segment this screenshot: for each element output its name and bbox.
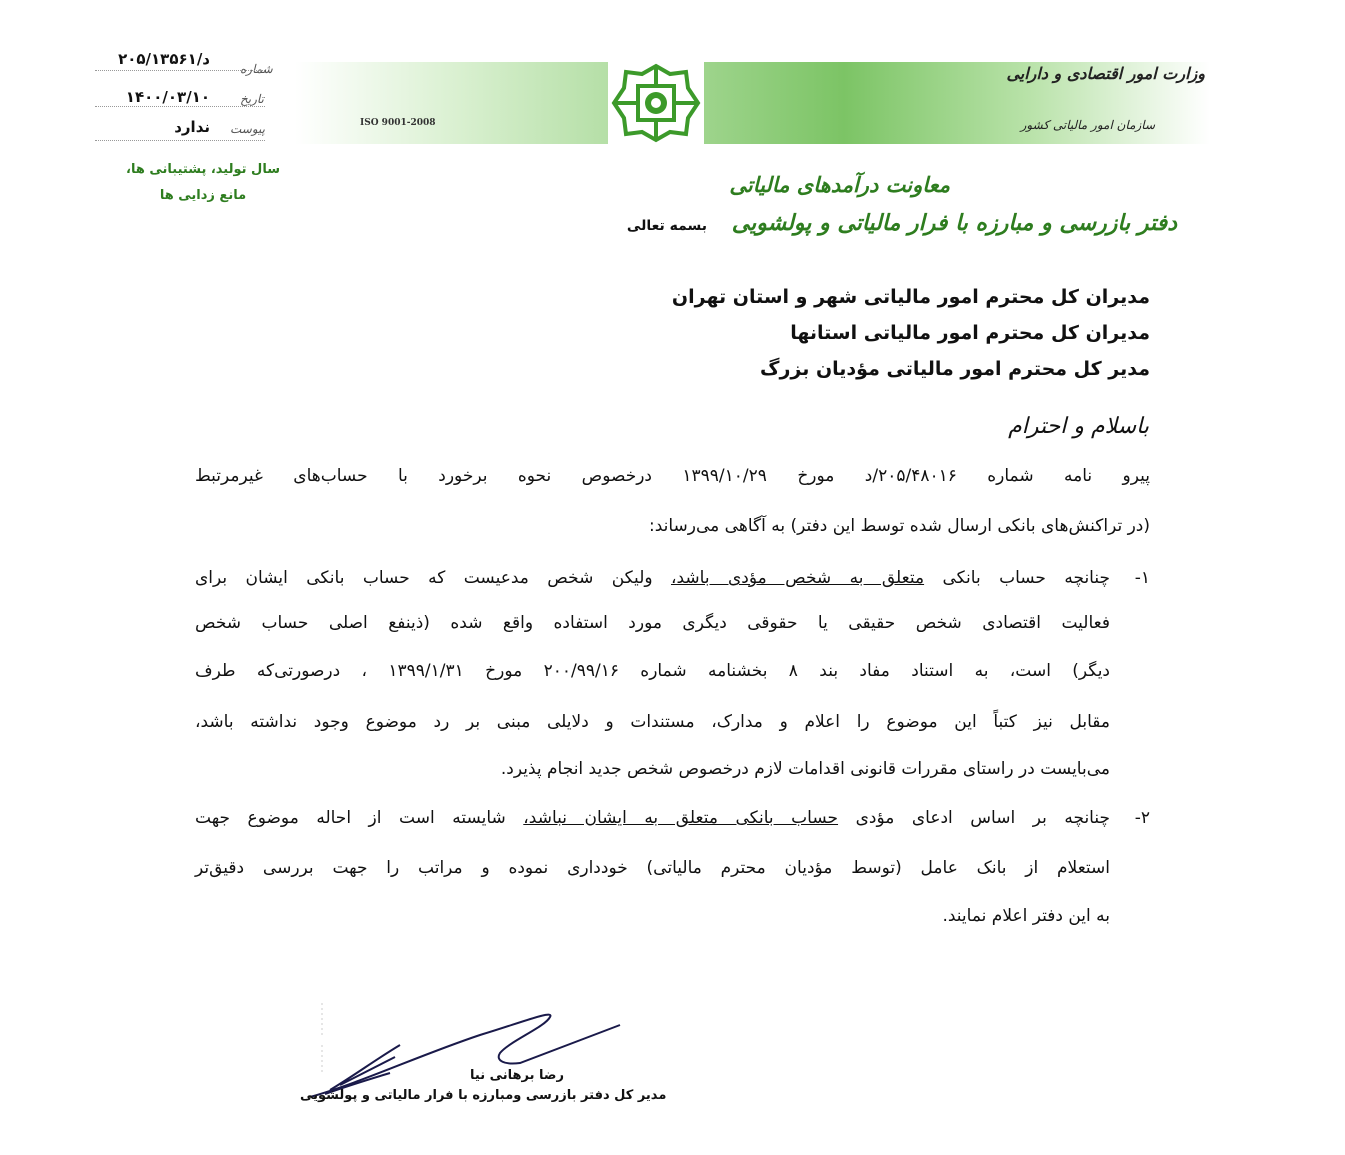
item-1-line-3: دیگر) است، به استناد مفاد بند ۸ بخشنامه شماره ۲۰۰/۹۹/۱۶ مورخ ۱۳۹۹/۱/۳۱ ، درصورتی‌که طرف (195, 661, 1110, 681)
item-1-line-4: مقابل نیز کتباً این موضوع را اعلام و مدارک، مستندات و دلایلی مبنی بر رد موضوع وجود نداشته باشد، (195, 712, 1110, 732)
signer-name: رضا برهانی نیا (470, 1068, 564, 1083)
tax-organization-logo (608, 60, 704, 146)
date-divider (95, 106, 265, 107)
year-slogan-line2: مانع زدایی ها (159, 188, 247, 203)
letter-number: د/۲۰۵/۱۳۵۶۱ (118, 50, 210, 68)
basmala: بسمه تعالی (626, 218, 707, 234)
item-2-text-b: شایسته است از احاله موضوع جهت (195, 808, 524, 828)
addressee-3: مدیر کل محترم امور مالیاتی مؤدیان بزرگ (759, 358, 1150, 380)
letter-date: ۱۴۰۰/۰۳/۱۰ (125, 88, 210, 106)
intro-line-1: پیرو نامه شماره ۲۰۵/۴۸۰۱۶/د مورخ ۱۳۹۹/۱۰/۲۹ درخصوص نحوه برخورد با حساب‌های غیرمرتبط (195, 466, 1150, 486)
deputy-title: معاونت درآمدهای مالیاتی (729, 172, 950, 197)
date-label: تاریخ (240, 92, 264, 106)
item-2-line-3: به این دفتر اعلام نمایند. (942, 906, 1110, 926)
intro-line-2: (در تراکنش‌های بانکی ارسال شده توسط این دفتر) به آگاهی می‌رساند: (648, 516, 1150, 536)
item-2-text-a: چنانچه بر اساس ادعای مؤدی (838, 808, 1110, 828)
item-1-underlined: متعلق به شخص مؤدی باشد، (670, 568, 925, 588)
addressee-2: مدیران کل محترم امور مالیاتی استانها (790, 322, 1150, 344)
item-1-line-2: فعالیت اقتصادی شخص حقیقی یا حقوقی دیگری مورد استفاده واقع شده (ذینفع اصلی حساب شخص (195, 613, 1110, 633)
item-2-line-1 (195, 808, 1110, 828)
organization-name: سازمان امور مالیاتی کشور (1020, 118, 1155, 132)
greeting: باسلام و احترام (1008, 414, 1149, 439)
attachment-value: ندارد (174, 118, 210, 136)
item-1-text-b: ولیکن شخص مدعیست که حساب بانکی ایشان برای (195, 568, 671, 588)
item-2-underlined: حساب بانکی متعلق به ایشان نباشد، (523, 808, 839, 828)
number-label: شماره (240, 62, 273, 76)
iso-label: ISO 9001-2008 (360, 118, 436, 128)
attachment-label: پیوست (230, 122, 265, 136)
year-slogan-line1: سال تولید، پشتیبانی ها، (126, 162, 280, 177)
number-divider (95, 70, 265, 71)
item-2-number: ۲- (1134, 808, 1150, 828)
addressee-1: مدیران کل محترم امور مالیاتی شهر و استان تهران (671, 286, 1150, 308)
attachment-divider (95, 140, 265, 141)
item-1-line-5: می‌بایست در راستای مقررات قانونی اقدامات لازم درخصوص شخص جدید انجام پذیرد. (500, 759, 1110, 779)
item-1-line-1 (195, 568, 1110, 588)
signer-title: مدیر کل دفتر بازرسی ومبارزه با فرار مالیاتی و پولشویی (300, 1088, 667, 1103)
item-1-number: ۱- (1134, 568, 1150, 588)
item-1-text-a: چنانچه حساب بانکی (924, 568, 1110, 588)
office-title: دفتر بازرسی و مبارزه با فرار مالیاتی و پولشویی (731, 210, 1177, 236)
item-2-line-2: استعلام از بانک عامل (توسط مؤدیان محترم مالیاتی) خودداری نموده و مراتب را جهت بررسی دقیق‌تر (195, 858, 1110, 878)
ministry-name: وزارت امور اقتصادی و دارایی (1006, 64, 1205, 83)
